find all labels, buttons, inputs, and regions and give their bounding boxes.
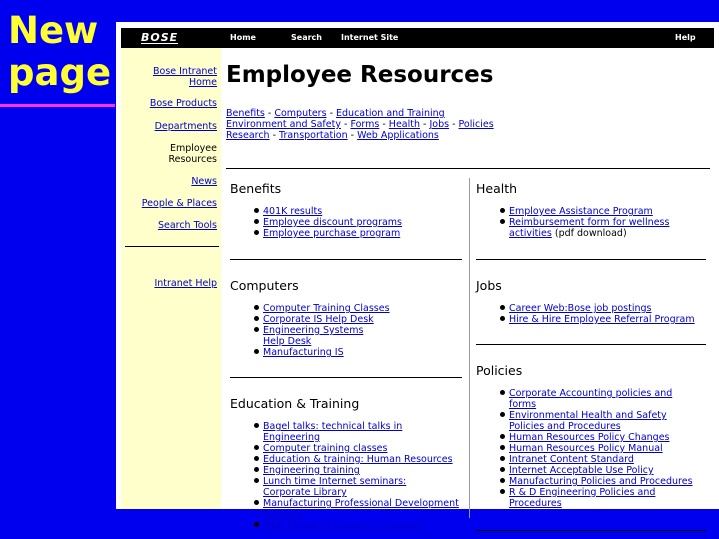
- list-item: [263, 303, 466, 314]
- nav-employee-resources: Employee Resources: [168, 143, 217, 165]
- quick-links: Benefits - Computers - Education and Training Environment and Safety - Forms - Health - Jobs - Policies Research - Transportation - Web Applications: [226, 108, 494, 141]
- section-divider: [230, 377, 462, 378]
- section-computers: [230, 279, 466, 358]
- list-item: [509, 206, 712, 217]
- bose-logo[interactable]: BOSE: [141, 31, 179, 44]
- nav-search-tools[interactable]: Search Tools: [157, 220, 217, 231]
- left-navigation: [121, 48, 221, 509]
- section-education: [230, 397, 466, 531]
- link-401k[interactable]: 401K results: [263, 206, 323, 217]
- section-health: [476, 182, 712, 239]
- nav-departments[interactable]: Departments: [154, 121, 217, 132]
- link-training-classes[interactable]: Computer training classes: [263, 443, 388, 454]
- link-acceptable-use[interactable]: Internet Acceptable Use Policy: [509, 465, 654, 476]
- list-item: [263, 454, 466, 465]
- link-eng-help-desk[interactable]: Engineering Systems Help Desk: [263, 325, 364, 347]
- link-web-research[interactable]: Web Research Classes: Corporate: [263, 520, 423, 531]
- quicklink-jobs[interactable]: Jobs: [429, 119, 450, 130]
- link-computer-training[interactable]: Computer Training Classes: [263, 303, 390, 314]
- link-lunch-seminars[interactable]: Lunch time Internet seminars: Corporate Library: [263, 476, 407, 498]
- list-item: [263, 421, 423, 443]
- section-jobs: [476, 279, 712, 325]
- list-item: [509, 303, 712, 314]
- pdf-note: (pdf download): [554, 228, 627, 239]
- top-navigation-bar: [121, 28, 714, 48]
- list-item: [263, 498, 468, 520]
- link-employee-assistance[interactable]: Employee Assistance Program: [509, 206, 653, 217]
- internet-site-link[interactable]: Internet Site: [341, 33, 399, 42]
- list-item: [263, 228, 466, 239]
- search-link[interactable]: Search: [291, 33, 322, 42]
- quicklink-transportation[interactable]: Transportation: [279, 130, 348, 141]
- link-is-help-desk[interactable]: Corporate IS Help Desk: [263, 314, 374, 325]
- slide-title-line1: New: [8, 9, 99, 52]
- list-item: [509, 454, 712, 465]
- section-divider: [230, 259, 462, 260]
- list-item: [263, 217, 466, 228]
- link-career-web[interactable]: Career Web:Bose job postings: [509, 303, 652, 314]
- quicklink-education[interactable]: Education and Training: [336, 108, 445, 119]
- quicklink-research[interactable]: Research: [226, 130, 270, 141]
- section-heading: Health: [476, 181, 518, 196]
- link-manufacturing-policies[interactable]: Manufacturing Policies and Procedures: [509, 476, 693, 487]
- section-heading: Computers: [230, 278, 299, 293]
- list-item: [263, 476, 428, 498]
- list-item: [263, 347, 466, 358]
- section-heading: Benefits: [230, 181, 282, 196]
- section-benefits: [230, 182, 466, 239]
- link-accounting-policies[interactable]: Corporate Accounting policies and forms: [509, 388, 673, 410]
- link-purchase[interactable]: Employee purchase program: [263, 228, 401, 239]
- section-divider: [476, 530, 706, 531]
- quicklink-forms[interactable]: Forms: [350, 119, 380, 130]
- link-discount[interactable]: Employee discount programs: [263, 217, 403, 228]
- section-heading: Policies: [476, 363, 523, 378]
- page-title: Employee Resources: [226, 62, 494, 88]
- link-manufacturing-development[interactable]: Manufacturing Professional Development Program: [263, 498, 459, 520]
- list-item: [509, 443, 712, 454]
- list-item: [509, 432, 712, 443]
- quicklink-policies[interactable]: Policies: [458, 119, 494, 130]
- nav-divider: [125, 246, 219, 247]
- link-ehs-policies[interactable]: Environmental Health and Safety Policies and Procedures: [509, 410, 667, 432]
- section-policies: [476, 364, 712, 509]
- link-engineering-training[interactable]: Engineering training: [263, 465, 360, 476]
- quicklink-web-applications[interactable]: Web Applications: [357, 130, 439, 141]
- list-item: [263, 206, 466, 217]
- content-divider: [226, 168, 710, 169]
- quicklink-health[interactable]: Health: [388, 119, 420, 130]
- list-item: [509, 465, 712, 476]
- section-divider: [476, 259, 706, 260]
- link-content-standard[interactable]: Intranet Content Standard: [509, 454, 634, 465]
- nav-intranet-home[interactable]: Bose Intranet Home: [152, 66, 217, 88]
- column-divider: [469, 178, 470, 518]
- list-item: [263, 325, 383, 347]
- list-item: [263, 314, 466, 325]
- list-item: [509, 476, 712, 487]
- list-item: [509, 388, 684, 410]
- section-heading: Jobs: [476, 278, 502, 293]
- link-education-hr[interactable]: Education & training: Human Resources: [263, 454, 453, 465]
- link-bagel-talks[interactable]: Bagel talks: technical talks in Engineering: [263, 421, 403, 443]
- intranet-page: [116, 22, 719, 531]
- link-hr-policy-manual[interactable]: Human Resources Policy Manual: [509, 443, 663, 454]
- link-reimbursement-form[interactable]: Reimbursement form for wellness activities: [509, 217, 670, 239]
- list-item: [263, 520, 466, 531]
- quicklink-environment[interactable]: Environment and Safety: [226, 119, 341, 130]
- slide-title-line2: page: [8, 51, 112, 94]
- help-link[interactable]: Help: [675, 33, 696, 42]
- list-item: [509, 487, 669, 509]
- nav-news[interactable]: News: [191, 176, 217, 187]
- slide-title: [8, 10, 118, 94]
- list-item: [509, 314, 712, 325]
- nav-intranet-help[interactable]: Intranet Help: [154, 278, 217, 289]
- list-item: [509, 217, 689, 239]
- link-referral-program[interactable]: Hire & Hire Employee Referral Program: [509, 314, 695, 325]
- nav-people-places[interactable]: People & Places: [141, 198, 217, 209]
- link-hr-policy-changes[interactable]: Human Resources Policy Changes: [509, 432, 670, 443]
- list-item: [263, 465, 466, 476]
- link-rd-policies[interactable]: R & D Engineering Policies and Procedures: [509, 487, 656, 509]
- section-heading: Education & Training: [230, 396, 360, 411]
- link-manufacturing-is[interactable]: Manufacturing IS: [263, 347, 344, 358]
- home-link[interactable]: Home: [230, 33, 256, 42]
- slide-divider: [0, 104, 115, 107]
- list-item: [509, 410, 679, 432]
- main-content: [226, 48, 719, 531]
- quicklink-benefits[interactable]: Benefits: [226, 108, 265, 119]
- nav-bose-products[interactable]: Bose Products: [149, 98, 217, 109]
- section-divider: [476, 344, 706, 345]
- quicklink-computers[interactable]: Computers: [274, 108, 327, 119]
- list-item: [263, 443, 466, 454]
